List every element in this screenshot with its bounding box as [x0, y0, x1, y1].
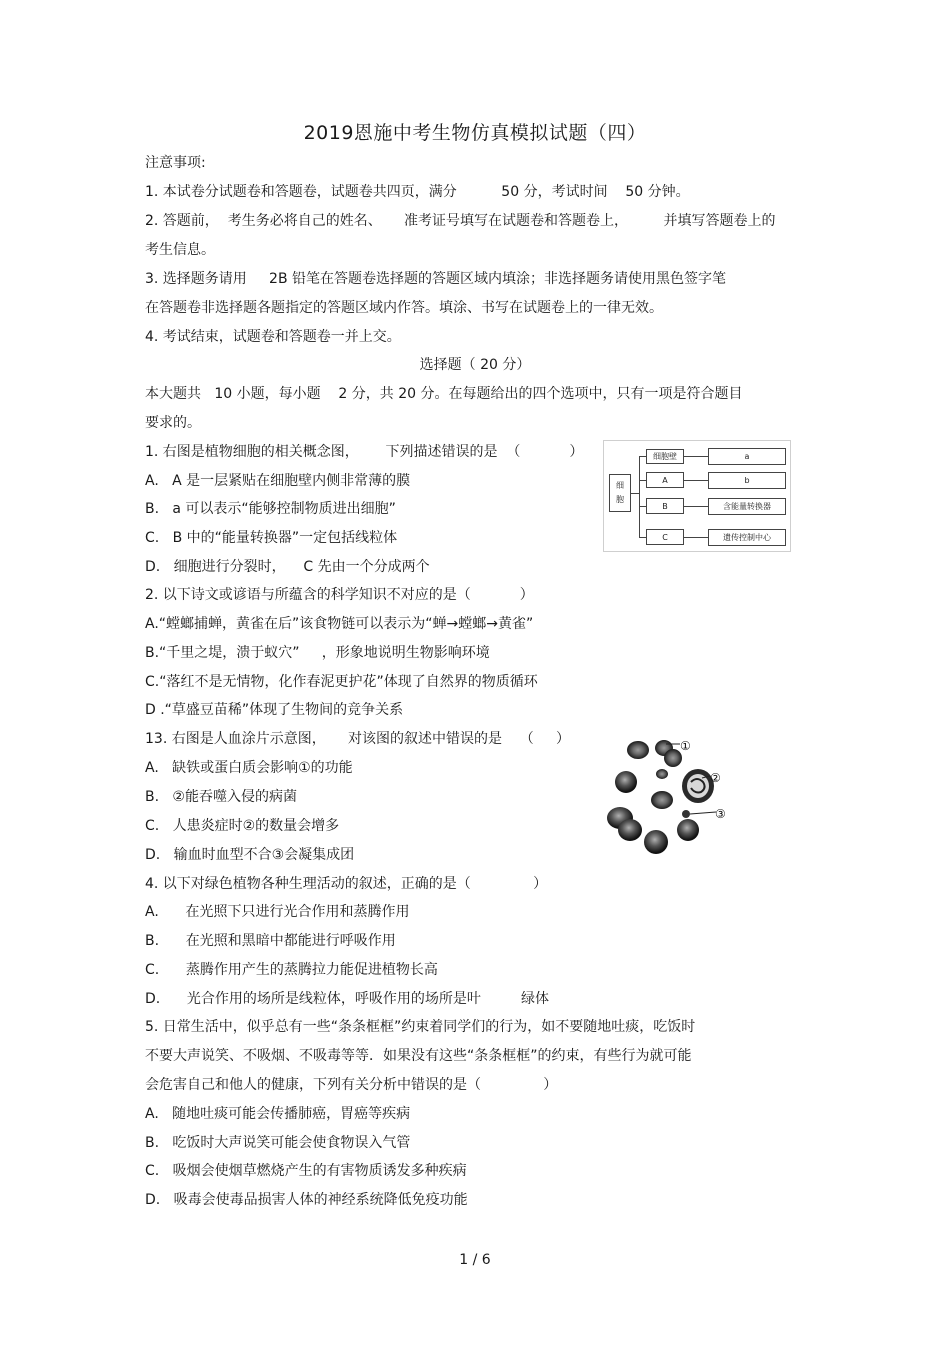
question-5-option-c: C. 吸烟会使烟草燃烧产生的有害物质诱发多种疾病 [145, 1163, 467, 1179]
red-blood-cell [627, 741, 649, 759]
notice-item-1: 1. 本试卷分试题卷和答题卷，试题卷共四页，满分 50 分，考试时间 50 分钟。 [145, 184, 690, 200]
question-4-option-d: D. 光合作用的场所是线粒体，呼吸作用的场所是叶 绿体 [145, 991, 549, 1007]
question-3-option-b: B. ②能吞噬入侵的病菌 [145, 789, 297, 805]
diagram-node: 遗传控制中心 [708, 529, 786, 546]
notice-item-4: 4. 考试结束，试题卷和答题卷一并上交。 [145, 329, 401, 345]
diagram-root-label: 胞 [616, 495, 624, 504]
red-blood-cell [651, 791, 673, 809]
blood-smear-image [600, 738, 728, 858]
question-1-option-b: B. a 可以表示“能够控制物质进出细胞” [145, 501, 396, 517]
diagram-root-box [609, 474, 631, 512]
question-2-option-a: A.“螳螂捕蝉，黄雀在后”该食物链可以表示为“蝉→螳螂→黄雀” [145, 616, 534, 632]
question-3-option-a: A. 缺铁或蛋白质会影响①的功能 [145, 760, 353, 776]
label-pointer [690, 812, 716, 814]
diagram-connector [639, 456, 646, 457]
red-blood-cell [644, 830, 668, 854]
question-5-stem-cont: 不要大声说笑、不吸烟、不吸毒等等．如果没有这些“条条框框”的约束，有些行为就可能 [145, 1048, 692, 1064]
question-2-option-b: B.“千里之堤，溃于蚁穴” ，形象地说明生物影响环境 [145, 645, 490, 661]
question-5-option-b: B. 吃饭时大声说笑可能会使食物误入气管 [145, 1135, 411, 1151]
page-title: 2019恩施中考生物仿真模拟试题（四） [303, 122, 647, 144]
white-blood-cell-nucleus [687, 774, 709, 798]
diagram-node: A [646, 472, 684, 488]
question-3-option-d: D. 输血时血型不合③会凝集成团 [145, 847, 355, 863]
question-3-option-c: C. 人患炎症时②的数量会增多 [145, 818, 340, 834]
label-1: ① [680, 739, 691, 753]
label-2: ② [710, 771, 721, 785]
question-1-stem: 1. 右图是植物细胞的相关概念图， 下列描述错误的是 （ ） [145, 444, 584, 460]
diagram-connector [639, 456, 640, 538]
diagram-node: a [708, 448, 786, 465]
notice-item-2: 2. 答题前， 考生务必将自己的姓名、 准考证号填写在试题卷和答题卷上， 并填写答题卷上的 [145, 213, 776, 229]
section-desc: 本大题共 10 小题，每小题 2 分，共 20 分。在每题给出的四个选项中，只有一项是符合题目 [145, 386, 743, 402]
diagram-root-label: 细 [616, 481, 624, 490]
diagram-connector [631, 493, 639, 494]
question-2-option-d: D .“草盛豆苗稀”体现了生物间的竞争关系 [145, 702, 404, 718]
diagram-connector [639, 537, 646, 538]
red-blood-cell [618, 819, 642, 841]
diagram-connector [684, 506, 708, 507]
diagram-node: 细胞壁 [646, 449, 684, 464]
notice-item-2-cont: 考生信息。 [145, 242, 215, 258]
question-4-option-a: A. 在光照下只进行光合作用和蒸腾作用 [145, 904, 410, 920]
question-5-option-a: A. 随地吐痰可能会传播肺癌，胃癌等疾病 [145, 1106, 411, 1122]
notice-item-3-cont: 在答题卷非选择题各题指定的答题区域内作答。填涂、书写在试题卷上的一律无效。 [145, 300, 663, 316]
red-blood-cell [615, 771, 637, 793]
diagram-connector [684, 537, 708, 538]
question-4-stem: 4. 以下对绿色植物各种生理活动的叙述，正确的是（ ） [145, 876, 548, 892]
notice-item-3: 3. 选择题务请用 2B 铅笔在答题卷选择题的答题区域内填涂；非选择题务请使用黑色签字笔 [145, 271, 727, 287]
diagram-connector [684, 456, 708, 457]
question-5-option-d: D. 吸毒会使毒品损害人体的神经系统降低免疫功能 [145, 1192, 468, 1208]
diagram-node: b [708, 472, 786, 489]
cell-concept-diagram [603, 440, 791, 552]
diagram-connector [684, 480, 708, 481]
question-5-stem-cont: 会危害自己和他人的健康，下列有关分析中错误的是（ ） [145, 1077, 558, 1093]
page-number: 1 / 6 [459, 1252, 491, 1268]
question-1-option-d: D. 细胞进行分裂时， C 先由一个分成两个 [145, 559, 430, 575]
diagram-node: C [646, 529, 684, 545]
question-4-option-b: B. 在光照和黑暗中都能进行呼吸作用 [145, 933, 396, 949]
section-title: 选择题（ 20 分） [419, 357, 531, 373]
question-5-stem: 5. 日常生活中，似乎总有一些“条条框框”约束着同学们的行为，如不要随地吐痰，吃饭时 [145, 1019, 696, 1035]
diagram-connector [639, 506, 646, 507]
diagram-node: 含能量转换器 [708, 498, 786, 515]
question-1-option-c: C. B 中的“能量转换器”一定包括线粒体 [145, 530, 398, 546]
notice-heading: 注意事项: [145, 155, 206, 171]
question-2-option-c: C.“落红不是无情物，化作春泥更护花”体现了自然界的物质循环 [145, 674, 538, 690]
section-desc-cont: 要求的。 [145, 415, 201, 431]
diagram-node: B [646, 498, 684, 514]
question-3-stem: 13. 右图是人血涂片示意图， 对该图的叙述中错误的是 （ ） [145, 731, 571, 747]
question-2-stem: 2. 以下诗文或谚语与所蕴含的科学知识不对应的是（ ） [145, 587, 534, 603]
red-blood-cell [656, 769, 668, 779]
diagram-connector [639, 480, 646, 481]
question-4-option-c: C. 蒸腾作用产生的蒸腾拉力能促进植物长高 [145, 962, 438, 978]
label-3: ③ [715, 807, 726, 821]
red-blood-cell [677, 819, 699, 841]
platelet [682, 810, 690, 818]
question-1-option-a: A. A 是一层紧贴在细胞壁内侧非常薄的膜 [145, 473, 411, 489]
